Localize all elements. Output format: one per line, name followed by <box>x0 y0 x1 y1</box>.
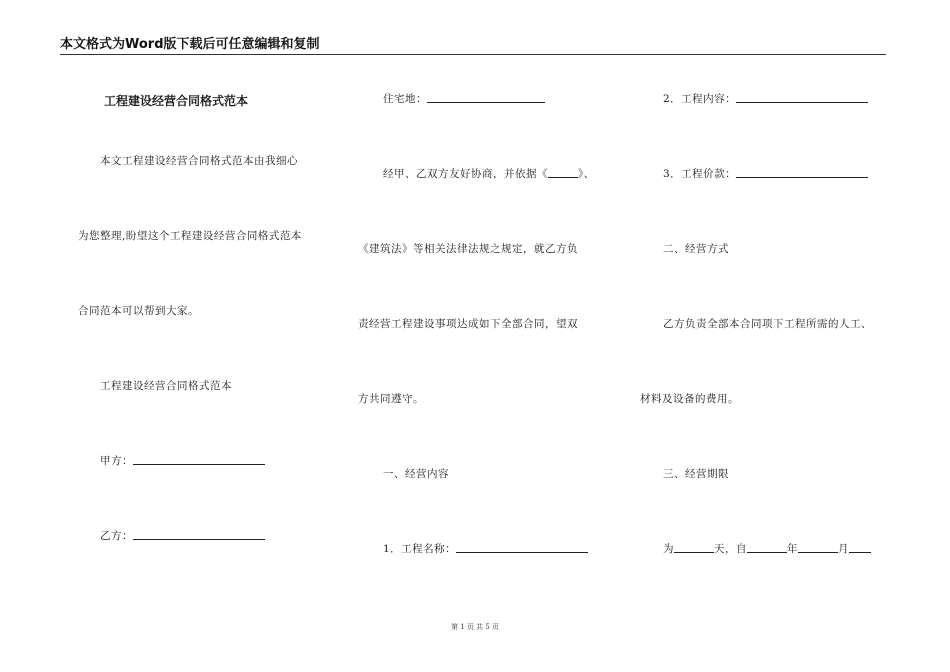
party-b-blank <box>133 529 265 540</box>
term-line <box>663 542 871 556</box>
day-blank <box>849 542 871 553</box>
para-line-2: 《建筑法》等相关法律法规之规定，就乙方负 <box>358 243 578 255</box>
page-header <box>60 34 886 55</box>
law-name-blank <box>548 167 578 178</box>
term-text-1: 为 <box>663 543 674 555</box>
para-line-3: 责经营工程建设事项达成如下全部合同，望双 <box>358 318 578 330</box>
item-1-label: 1．工程名称： <box>383 543 457 555</box>
page-footer <box>0 622 950 632</box>
residence-line <box>383 92 545 106</box>
mode-line-1: 乙方负责全部本合同项下工程所需的人工、 <box>663 318 872 330</box>
para-1b: 》、 <box>578 168 595 180</box>
document-title: 工程建设经营合同格式范本 <box>104 94 249 108</box>
term-text-2: 天，自 <box>714 543 747 555</box>
project-content-blank <box>736 92 868 103</box>
month-blank <box>798 542 838 553</box>
header-text: 本文格式为Word版下载后可任意编辑和复制 <box>60 37 320 52</box>
party-b-line <box>100 529 265 543</box>
item-2-label: 2．工程内容： <box>663 93 737 105</box>
party-a-line <box>100 454 265 468</box>
section-1-heading: 一、经营内容 <box>383 468 449 480</box>
subtitle: 工程建设经营合同格式范本 <box>100 380 232 392</box>
term-text-4: 月 <box>838 543 849 555</box>
page-indicator: 第 1 页 共 5 页 <box>450 623 500 631</box>
project-price-blank <box>736 167 868 178</box>
mode-line-2: 材料及设备的费用。 <box>640 393 739 405</box>
intro-line-3: 合同范本可以帮到大家。 <box>78 305 199 317</box>
intro-line-2: 为您整理,盼望这个工程建设经营合同格式范本 <box>78 230 302 242</box>
item-3-line <box>663 167 868 181</box>
party-b-label: 乙方： <box>100 530 133 542</box>
item-2-line <box>663 92 868 106</box>
residence-blank <box>427 92 545 103</box>
residence-label: 住宅地： <box>383 93 427 105</box>
para-1a: 经甲、乙双方友好协商，并依据《 <box>383 168 548 180</box>
project-name-blank <box>456 542 588 553</box>
party-a-label: 甲方： <box>100 455 133 467</box>
section-2-heading: 二、经营方式 <box>663 243 729 255</box>
party-a-blank <box>133 454 265 465</box>
item-1-line <box>383 542 588 556</box>
item-3-label: 3．工程价款： <box>663 168 737 180</box>
para-line-4: 方共同遵守。 <box>358 393 424 405</box>
section-3-heading: 三、经营期限 <box>663 468 729 480</box>
term-text-3: 年 <box>787 543 798 555</box>
year-blank <box>747 542 787 553</box>
intro-line-1: 本文工程建设经营合同格式范本由我细心 <box>100 155 298 167</box>
para-line-1 <box>383 167 595 181</box>
days-blank <box>674 542 714 553</box>
